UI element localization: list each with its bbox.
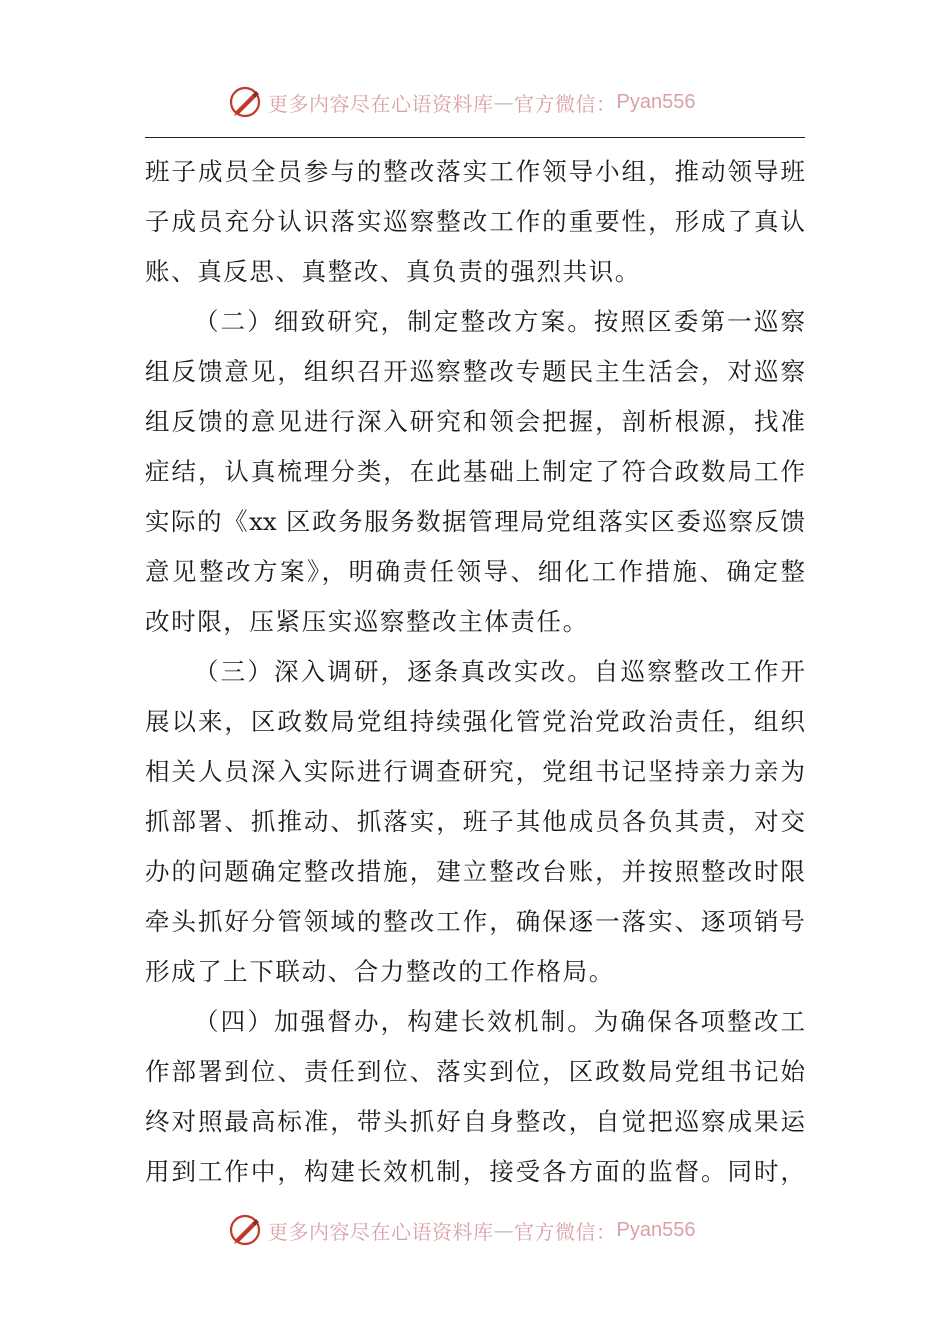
text-line: 作部署到位、责任到位、落实到位，区政数局党组书记始: [145, 1057, 805, 1086]
text-line: 实际的《xx 区政务服务数据管理局党组落实区委巡察反馈: [145, 507, 805, 536]
text-line: 改时限，压紧压实巡察整改主体责任。: [145, 607, 589, 636]
text-line: 办的问题确定整改措施，建立整改台账，并按照整改时限: [145, 857, 805, 886]
section-heading-line: （四）加强督办，构建长效机制。为确保各项整改工: [194, 1007, 805, 1036]
banner-dash: —: [493, 90, 514, 114]
banner-site-text: 更多内容尽在心语资料库: [268, 91, 494, 116]
text-line: 子成员充分认识落实巡察整改工作的重要性，形成了真认: [145, 207, 805, 236]
pen-logo-icon: [228, 85, 262, 119]
text-line: 组反馈的意见进行深入研究和领会把握，剖析根源，找准: [145, 407, 805, 436]
text-line: 症结，认真梳理分类，在此基础上制定了符合政数局工作: [145, 457, 805, 486]
banner-wechat-label: 官方微信：: [514, 91, 617, 116]
text-line: 展以来，区政数局党组持续强化管党治党政治责任，组织: [145, 707, 805, 736]
section-heading-line: （三）深入调研，逐条真改实改。自巡察整改工作开: [194, 657, 805, 686]
section-heading-line: （二）细致研究，制定整改方案。按照区委第一巡察: [194, 307, 805, 336]
text-line: 用到工作中，构建长效机制，接受各方面的监督。同时，: [145, 1157, 805, 1186]
text-line: 抓部署、抓推动、抓落实，班子其他成员各负其责，对交: [145, 807, 805, 836]
footer-banner: [228, 1212, 728, 1248]
pen-logo-icon: [228, 1213, 262, 1247]
banner-wechat-id: Pyan556: [616, 90, 696, 113]
banner-site-text: 更多内容尽在心语资料库: [268, 1219, 494, 1244]
text-line: 相关人员深入实际进行调查研究，党组书记坚持亲力亲为: [145, 757, 805, 786]
banner-dash: —: [493, 1218, 514, 1242]
text-line: 班子成员全员参与的整改落实工作领导小组，推动领导班: [145, 157, 805, 186]
text-line: 牵头抓好分管领域的整改工作，确保逐一落实、逐项销号: [145, 907, 805, 936]
header-banner: [228, 84, 728, 120]
text-line: 意见整改方案》，明确责任领导、细化工作措施、确定整: [145, 557, 805, 586]
text-line: 形成了上下联动、合力整改的工作格局。: [145, 957, 615, 986]
banner-wechat-id: Pyan556: [616, 1218, 696, 1241]
banner-wechat-label: 官方微信：: [514, 1219, 617, 1244]
document-body: [145, 147, 805, 1197]
text-line: 组反馈意见，组织召开巡察整改专题民主生活会，对巡察: [145, 357, 805, 386]
text-line: 终对照最高标准，带头抓好自身整改，自觉把巡察成果运: [145, 1107, 805, 1136]
header-divider: [145, 137, 805, 138]
text-line: 账、真反思、真整改、真负责的强烈共识。: [145, 257, 641, 286]
